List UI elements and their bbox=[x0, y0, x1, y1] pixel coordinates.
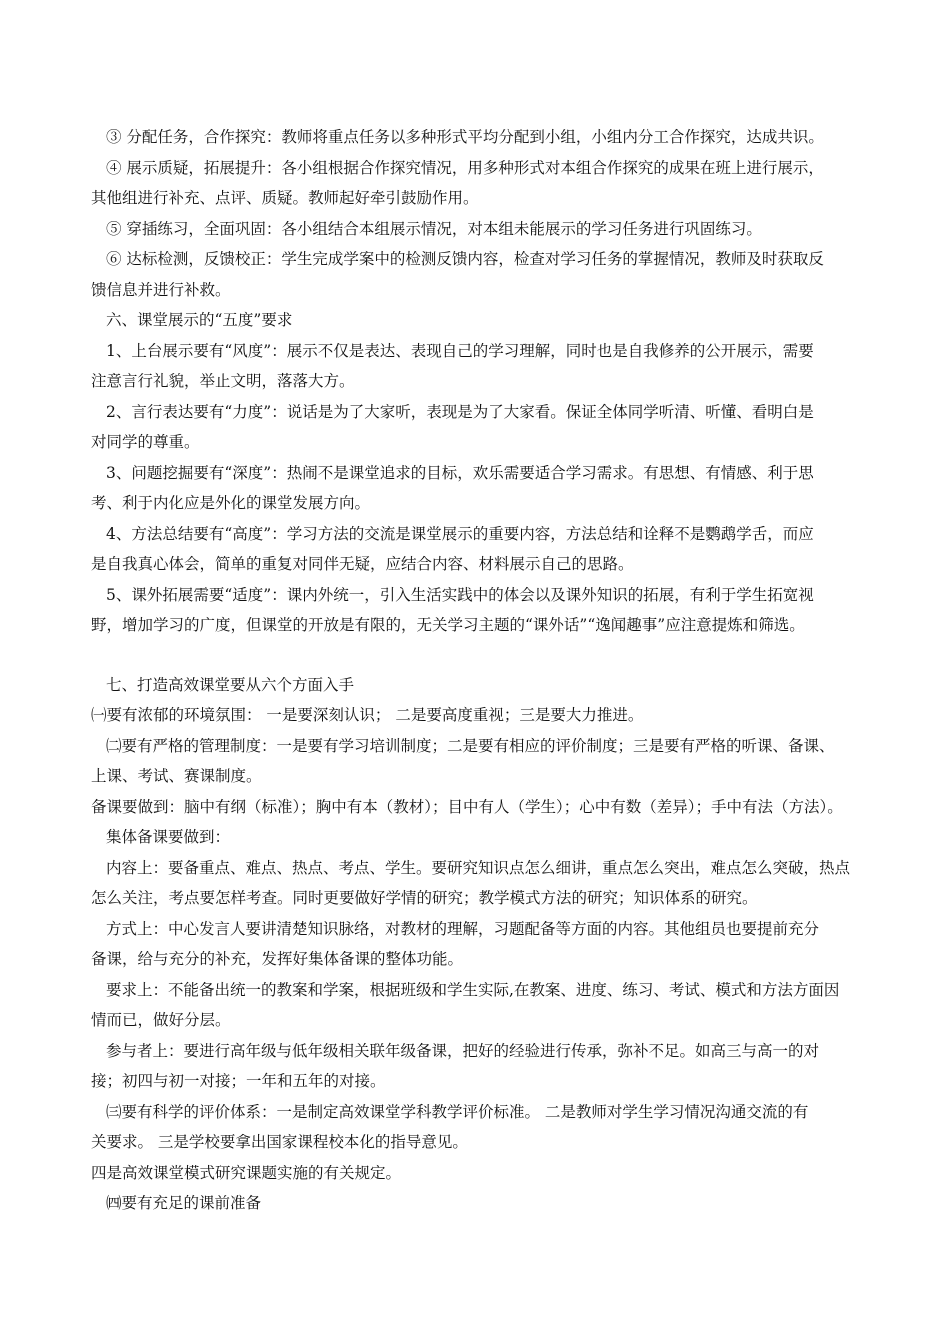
item-4-line: 4、方法总结要有“高度”：学习方法的交流是课堂展示的重要内容，方法总结和诠释不是鹦鹉学舌，而应 bbox=[106, 525, 814, 543]
item-1-line: 1、上台展示要有“风度”：展示不仅是表达、表现自己的学习理解，同时也是自我修养的公开展示，需要 bbox=[106, 342, 814, 360]
item-1-cont: 注意言行礼貌，举止文明，落落大方。 bbox=[91, 372, 355, 390]
point-4-note: 四是高效课堂模式研究课题实施的有关规定。 bbox=[91, 1164, 402, 1182]
step-6-cont: 馈信息并进行补救。 bbox=[91, 281, 231, 299]
point-2-cont: 上课、考试、赛课制度。 bbox=[91, 767, 262, 785]
section-6-heading: 六、课堂展示的“五度”要求 bbox=[106, 311, 293, 329]
step-4-line: ④ 展示质疑，拓展提升：各小组根据合作探究情况，用多种形式对本组合作探究的成果在班上进行展示， bbox=[106, 159, 824, 177]
content-line: 内容上：要备重点、难点、热点、考点、学生。要研究知识点怎么细讲，重点怎么突出，难点怎么突破，热点 bbox=[106, 859, 851, 877]
requirement-line: 要求上：不能备出统一的教案和学案，根据班级和学生实际,在教案、进度、练习、考试、模式和方法方面因 bbox=[106, 981, 840, 999]
participant-line: 参与者上：要进行高年级与低年级相关联年级备课，把好的经验进行传承，弥补不足。如高三与高一的对 bbox=[106, 1042, 820, 1060]
content-cont: 怎么关注，考点要怎样考查。同时更要做好学情的研究；教学模式方法的研究；知识体系的研究。 bbox=[91, 889, 758, 907]
point-1-line: ㈠要有浓郁的环境氛围： 一是要深刻认识； 二是要高度重视；三是要大力推进。 bbox=[91, 706, 644, 724]
item-3-line: 3、问题挖掘要有“深度”：热闹不是课堂追求的目标，欢乐需要适合学习需求。有思想、有情感、利于思 bbox=[106, 464, 814, 482]
requirement-cont: 情而已，做好分层。 bbox=[91, 1011, 231, 1029]
step-3-line: ③ 分配任务，合作探究：教师将重点任务以多种形式平均分配到小组，小组内分工合作探究，达成共识。 bbox=[106, 128, 824, 146]
group-prep-heading: 集体备课要做到： bbox=[106, 828, 231, 846]
item-4-cont: 是自我真心体会，简单的重复对同伴无疑，应结合内容、材料展示自己的思路。 bbox=[91, 555, 634, 573]
item-2-line: 2、言行表达要有“力度”：说话是为了大家听，表现是为了大家看。保证全体同学听清、听懂、看明白是 bbox=[106, 403, 814, 421]
point-2-line: ㈡要有严格的管理制度：一是要有学习培训制度；二是要有相应的评价制度；三是要有严格的听课、备课、 bbox=[106, 737, 835, 755]
step-6-line: ⑥ 达标检测，反馈校正：学生完成学案中的检测反馈内容，检查对学习任务的掌握情况，教师及时获取反 bbox=[106, 250, 824, 268]
section-7-heading: 七、打造高效课堂要从六个方面入手 bbox=[106, 676, 355, 694]
step-5-line: ⑤ 穿插练习，全面巩固：各小组结合本组展示情况，对本组未能展示的学习任务进行巩固练习。 bbox=[106, 220, 762, 238]
prep-requirements-line: 备课要做到：脑中有纲（标准）；胸中有本（教材）；目中有人（学生）；心中有数（差异）；手中有法（方法）。 bbox=[91, 798, 843, 816]
item-5-line: 5、课外拓展需要“适度”：课内外统一，引入生活实践中的体会以及课外知识的拓展，有利于学生拓宽视 bbox=[106, 586, 814, 604]
item-3-cont: 考、利于内化应是外化的课堂发展方向。 bbox=[91, 494, 371, 512]
point-3-line: ㈢要有科学的评价体系：一是制定高效课堂学科教学评价标准。 二是教师对学生学习情况沟通交流的有 bbox=[106, 1103, 809, 1121]
step-4-cont: 其他组进行补充、点评、质疑。教师起好牵引鼓励作用。 bbox=[91, 189, 479, 207]
method-cont: 备课，给与充分的补充，发挥好集体备课的整体功能。 bbox=[91, 950, 464, 968]
item-5-cont: 野，增加学习的广度，但课堂的开放是有限的，无关学习主题的“课外话”“逸闻趣事”应注意提炼和筛选。 bbox=[91, 616, 805, 634]
point-3-cont: 关要求。 三是学校要拿出国家课程校本化的指导意见。 bbox=[91, 1133, 468, 1151]
participant-cont: 接；初四与初一对接；一年和五年的对接。 bbox=[91, 1072, 386, 1090]
point-4-line: ㈣要有充足的课前准备 bbox=[106, 1194, 262, 1212]
method-line: 方式上：中心发言人要讲清楚知识脉络，对教材的理解，习题配备等方面的内容。其他组员也要提前充分 bbox=[106, 920, 820, 938]
item-2-cont: 对同学的尊重。 bbox=[91, 433, 200, 451]
